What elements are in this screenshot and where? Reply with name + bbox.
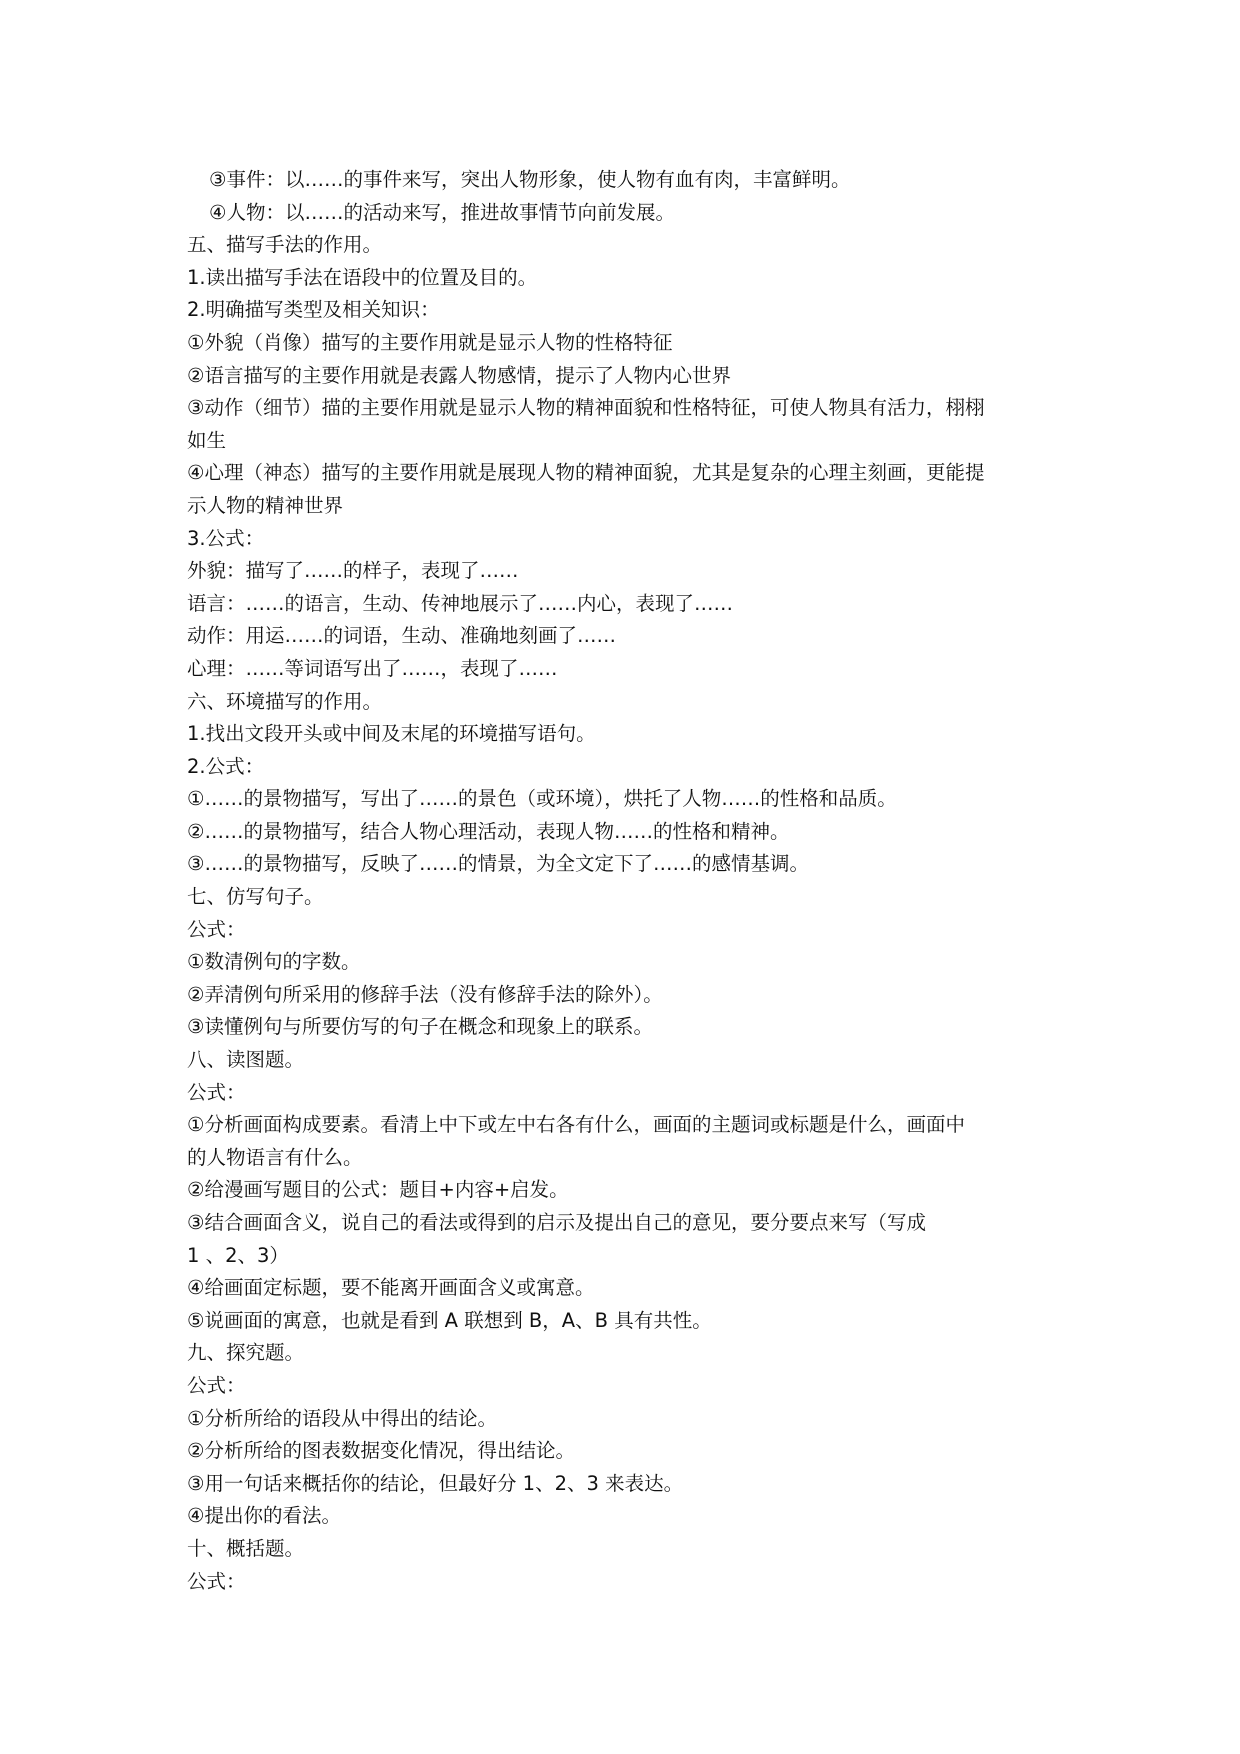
list-item: ②分析所给的图表数据变化情况，得出结论。 (187, 1439, 575, 1463)
formula-line: 外貌：描写了……的样子，表现了…… (187, 559, 519, 583)
formula-label: 公式： (187, 1080, 246, 1104)
list-item: ③读懂例句与所要仿写的句子在概念和现象上的联系。 (187, 1015, 653, 1039)
formula-line: 动作：用运……的词语，生动、准确地刻画了…… (187, 624, 617, 648)
formula-line: 语言：……的语言，生动、传神地展示了……内心，表现了…… (187, 591, 734, 615)
list-item: ④提出你的看法。 (187, 1504, 341, 1528)
formula-label: 公式： (187, 1569, 246, 1593)
list-item: ⑤说画面的寓意，也就是看到 A 联想到 B，A、B 具有共性。 (187, 1308, 712, 1332)
list-item-continuation: 的人物语言有什么。 (187, 1145, 363, 1169)
document-body (187, 164, 1057, 1598)
list-item-event: ③事件：以……的事件来写，突出人物形象，使人物有血有肉，丰富鲜明。 (209, 168, 851, 191)
list-item: ①外貌（肖像）描写的主要作用就是显示人物的性格特征 (187, 330, 673, 354)
list-item: ①分析画面构成要素。看清上中下或左中右各有什么，画面的主题词或标题是什么，画面中 (187, 1113, 965, 1137)
list-item: ③……的景物描写，反映了……的情景，为全文定下了……的感情基调。 (187, 852, 809, 876)
section-heading-10: 十、概括题。 (187, 1536, 305, 1560)
list-item: ①分析所给的语段从中得出的结论。 (187, 1406, 497, 1430)
list-item: 1.找出文段开头或中间及末尾的环境描写语句。 (187, 722, 596, 746)
list-item: ②语言描写的主要作用就是表露人物感情，提示了人物内心世界 (187, 363, 731, 387)
list-item-continuation: 如生 (187, 428, 227, 452)
list-item: ②给漫画写题目的公式：题目+内容+启发。 (187, 1178, 569, 1202)
list-item: ①数清例句的字数。 (187, 950, 361, 974)
formula-line: 心理：……等词语写出了……，表现了…… (187, 656, 558, 680)
list-item-character: ④人物：以……的活动来写，推进故事情节向前发展。 (209, 200, 675, 224)
list-item: ③结合画面含义，说自己的看法或得到的启示及提出自己的意见，要分要点来写（写成 (187, 1211, 926, 1234)
list-item: ②……的景物描写，结合人物心理活动，表现人物……的性格和精神。 (187, 819, 790, 843)
list-item: 3.公式： (187, 526, 265, 550)
list-item: ③动作（细节）描的主要作用就是显示人物的精神面貌和性格特征，可使人物具有活力，栩栩 (187, 396, 985, 420)
list-item: ③用一句话来概括你的结论，但最好分 1、2、3 来表达。 (187, 1471, 684, 1495)
list-item: ②弄清例句所采用的修辞手法（没有修辞手法的除外）。 (187, 982, 663, 1006)
list-item: 2.明确描写类型及相关知识： (187, 298, 440, 322)
formula-label: 公式： (187, 917, 246, 941)
list-item: 2.公式： (187, 754, 265, 778)
section-heading-6: 六、环境描写的作用。 (187, 689, 383, 713)
section-heading-8: 八、读图题。 (187, 1048, 305, 1072)
section-heading-7: 七、仿写句子。 (187, 885, 324, 909)
list-item: 1.读出描写手法在语段中的位置及目的。 (187, 265, 538, 289)
list-item: ④心理（神态）描写的主要作用就是展现人物的精神面貌，尤其是复杂的心理主刻画，更能提 (187, 461, 985, 485)
list-item-continuation: 1 、2、3） (187, 1243, 289, 1267)
section-heading-9: 九、探究题。 (187, 1341, 305, 1365)
list-item: ①……的景物描写，写出了……的景色（或环境），烘托了人物……的性格和品质。 (187, 787, 897, 811)
section-heading-5: 五、描写手法的作用。 (187, 233, 383, 257)
list-item: ④给画面定标题，要不能离开画面含义或寓意。 (187, 1276, 595, 1300)
list-item-continuation: 示人物的精神世界 (187, 493, 344, 517)
formula-label: 公式： (187, 1373, 246, 1397)
